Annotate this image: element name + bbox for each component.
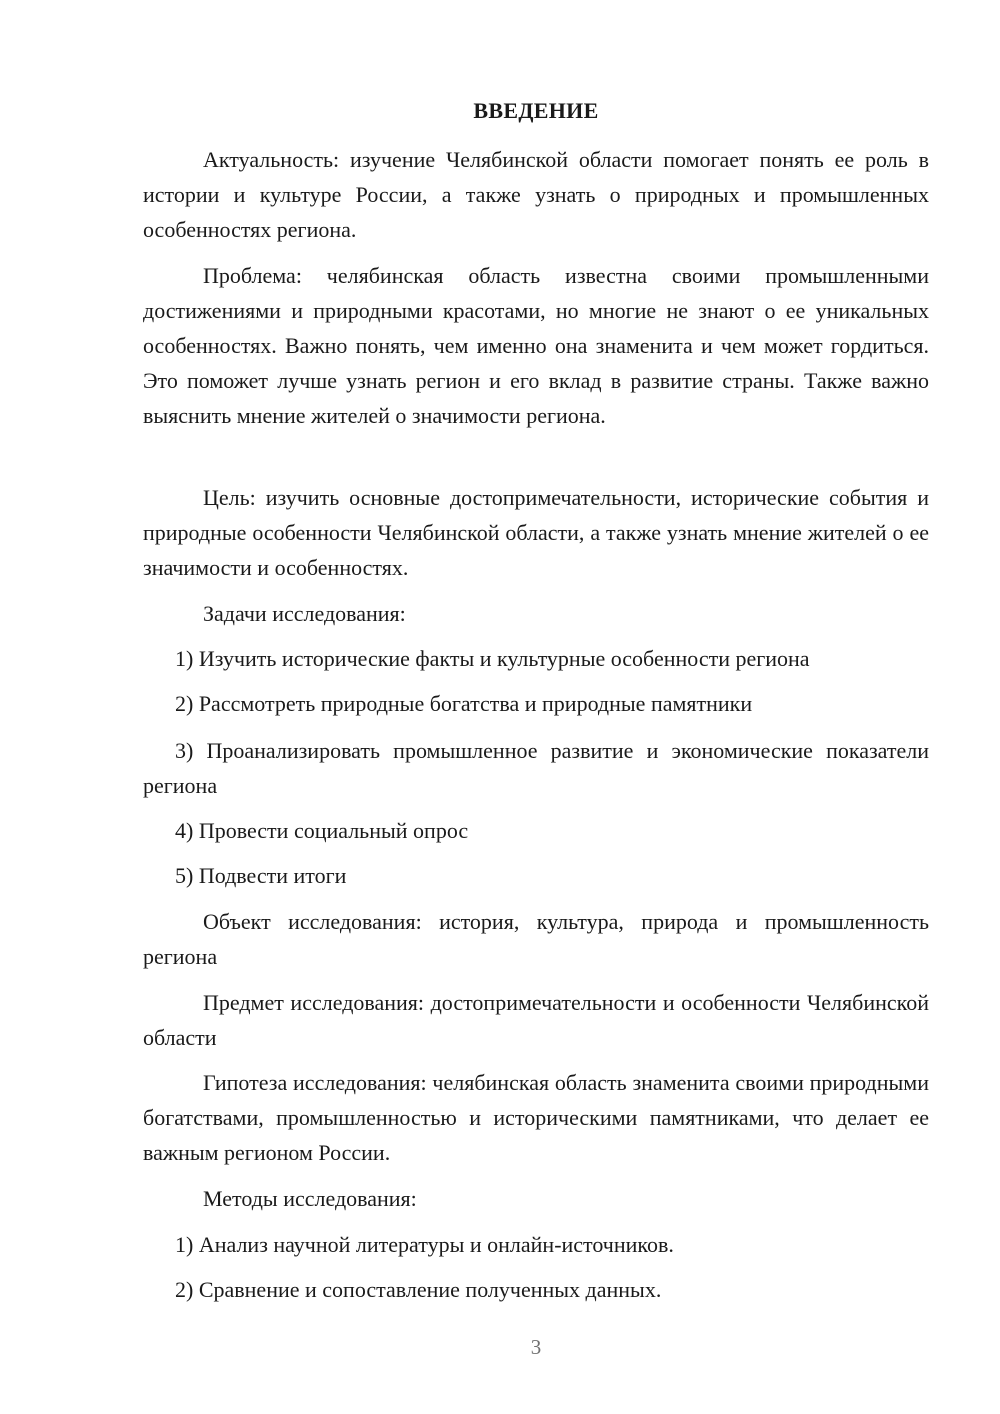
task-item-2: 2) Рассмотреть природные богатства и природные памятники xyxy=(175,691,753,716)
page-number: 3 xyxy=(530,1335,542,1359)
paragraph-subject: Предмет исследования: достопримечательности и особенности Челябинской области xyxy=(143,990,929,1050)
method-item-1: 1) Анализ научной литературы и онлайн-источников. xyxy=(175,1232,674,1257)
task-item-1: 1) Изучить исторические факты и культурные особенности региона xyxy=(175,646,810,671)
paragraph-methods-title: Методы исследования: xyxy=(203,1186,417,1211)
paragraph-problem: Проблема: челябинская область известна своими промышленными достижениями и природными красотами, но многие не знают о ее уникальных особенностях. Важно понять, чем именно она знаменита и чем может гордиться. Это поможет лучше узнать регион и его вклад в развитие страны. Также важно выяснить мнение жителей о значимости региона. xyxy=(143,263,929,428)
section-heading: ВВЕДЕНИЕ xyxy=(473,98,599,123)
task-item-3: 3) Проанализировать промышленное развитие и экономические показатели региона xyxy=(143,738,929,798)
document-page xyxy=(143,0,929,1414)
paragraph-object: Объект исследования: история, культура, природа и промышленность региона xyxy=(143,909,929,969)
method-item-2: 2) Сравнение и сопоставление полученных данных. xyxy=(175,1277,662,1302)
task-item-5: 5) Подвести итоги xyxy=(175,863,347,888)
paragraph-hypothesis: Гипотеза исследования: челябинская область знаменита своими природными богатствами, промышленностью и историческими памятниками, что делает ее важным регионом России. xyxy=(143,1070,929,1165)
task-item-4: 4) Провести социальный опрос xyxy=(175,818,469,843)
paragraph-goal: Цель: изучить основные достопримечательности, исторические события и природные особенности Челябинской области, а также узнать мнение жителей о ее значимости и особенностях. xyxy=(143,485,929,580)
paragraph-relevance: Актуальность: изучение Челябинской области помогает понять ее роль в истории и культуре России, а также узнать о природных и промышленных особенностях региона. xyxy=(143,147,929,242)
paragraph-tasks-title: Задачи исследования: xyxy=(203,601,406,626)
